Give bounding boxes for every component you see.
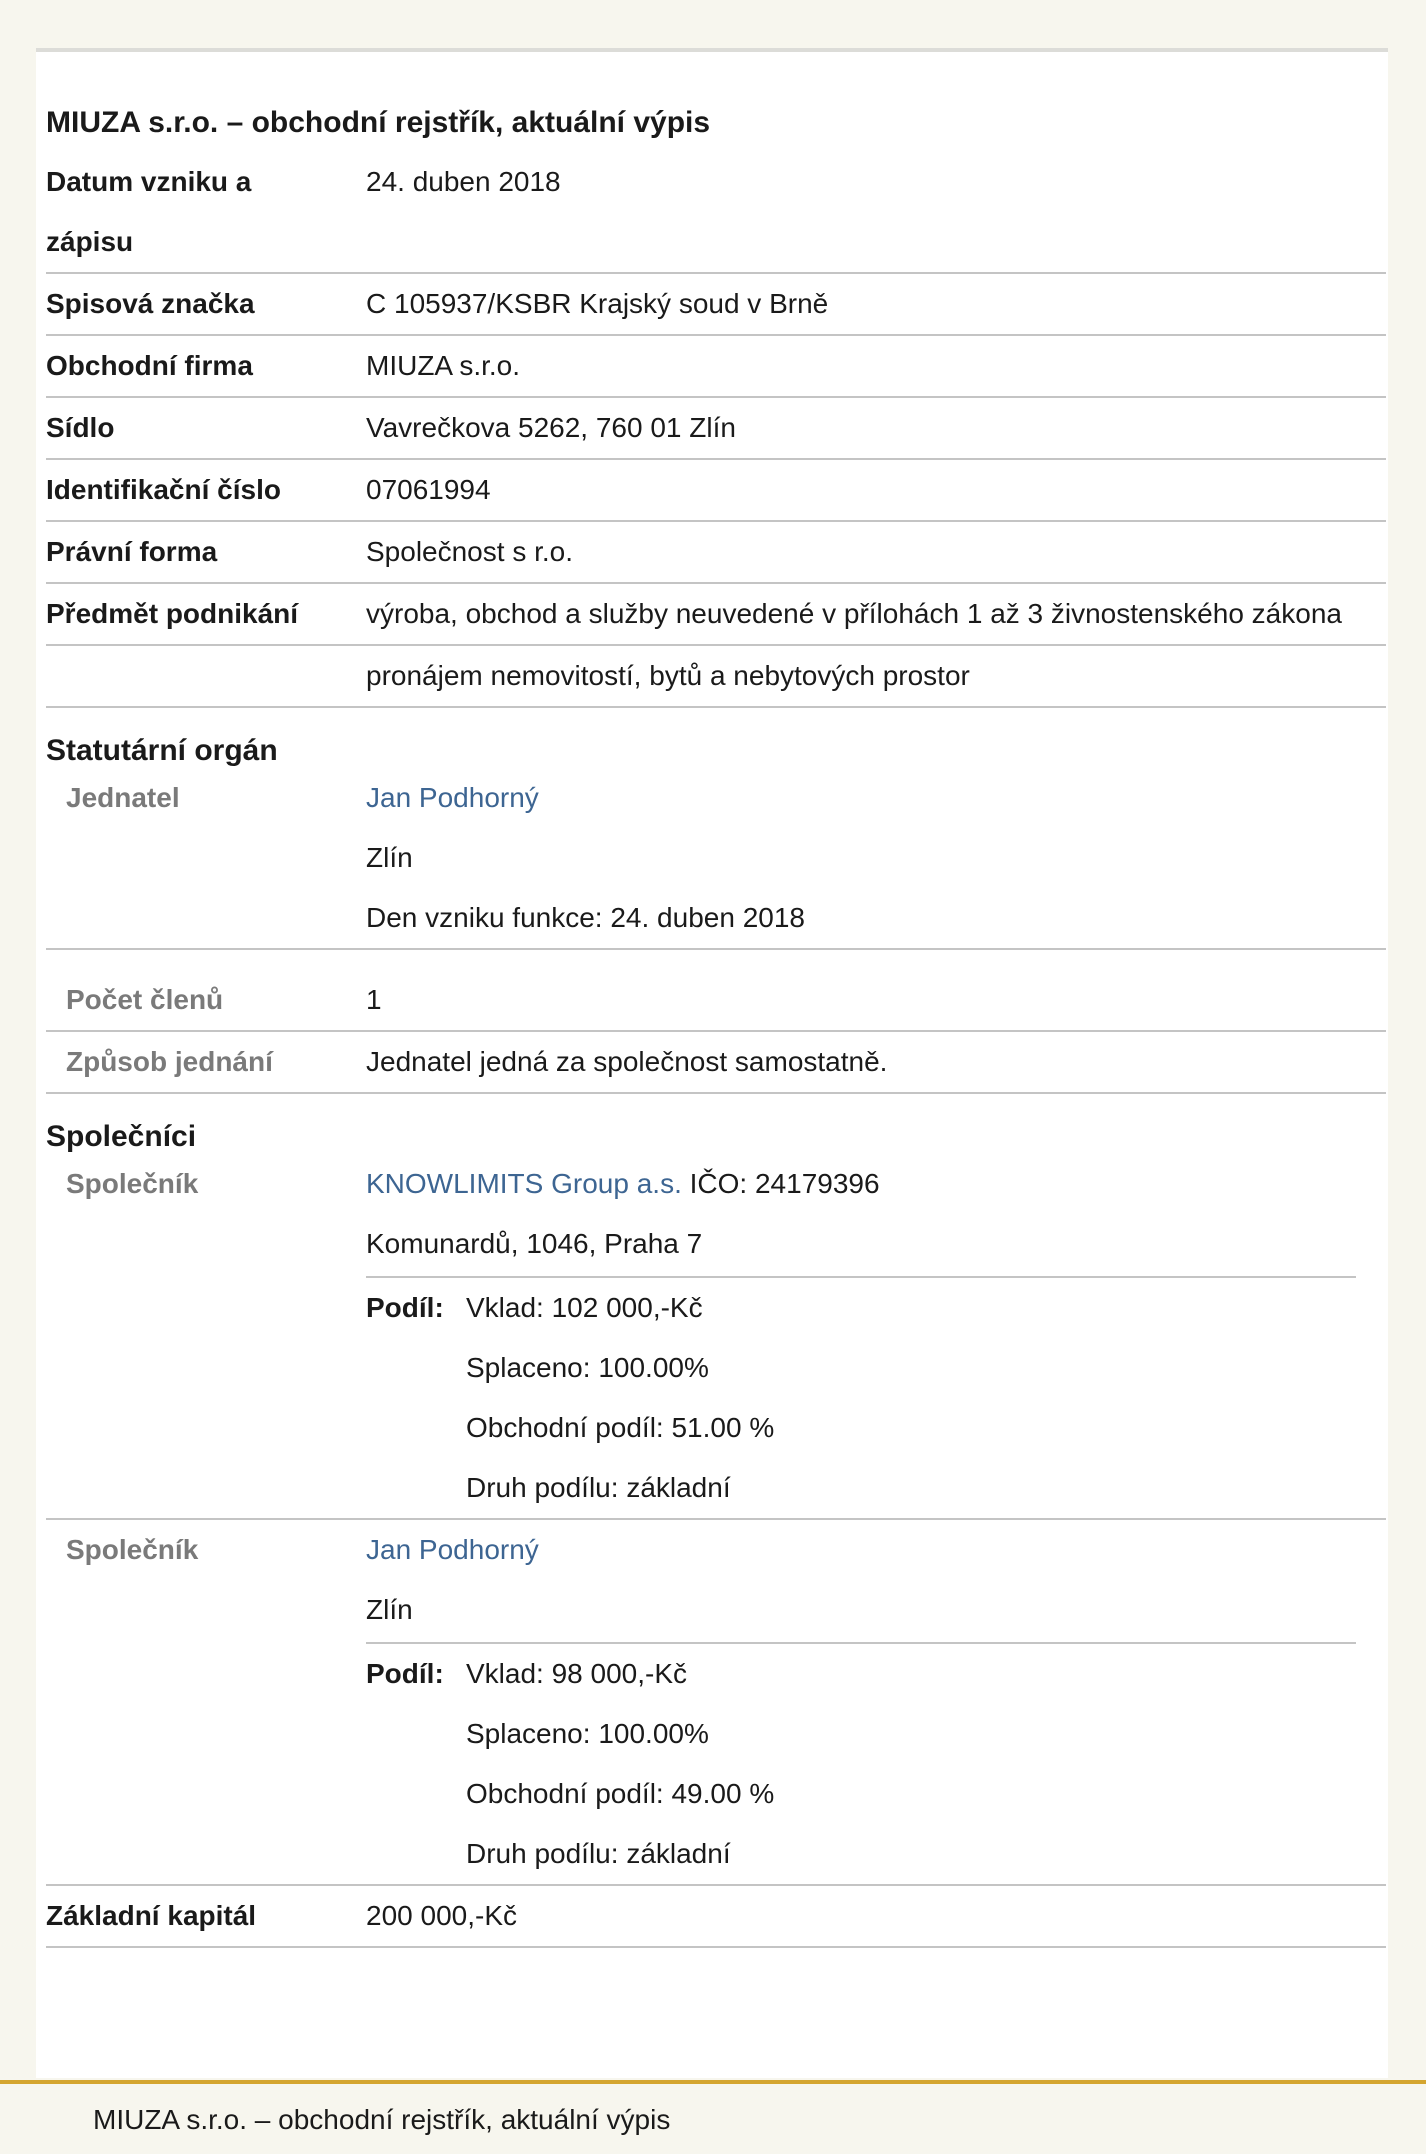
row-jednatel xyxy=(46,768,1386,950)
value-predmet-2: pronájem nemovitostí, bytů a nebytových prostor xyxy=(366,660,970,691)
row-datum-vzniku xyxy=(46,152,1386,274)
row-zpusob-jednani xyxy=(46,1032,1386,1094)
spolecnik-2-druh: Druh podílu: základní xyxy=(466,1838,731,1869)
label-zpusob-jednani: Způsob jednání xyxy=(66,1046,273,1077)
spolecnik-1-name-link[interactable]: KNOWLIMITS Group a.s. xyxy=(366,1168,682,1199)
value-pocet-clenu: 1 xyxy=(366,984,382,1015)
row-obchodni-firma xyxy=(46,336,1386,398)
jednatel-city: Zlín xyxy=(366,842,413,873)
value-zakladni-kapital: 200 000,-Kč xyxy=(366,1900,517,1931)
jednatel-since: Den vzniku funkce: 24. duben 2018 xyxy=(366,902,805,933)
row-predmet-1 xyxy=(46,584,1386,646)
section-statutarni-organ: Statutární orgán xyxy=(46,734,278,767)
spolecnik-1-address: Komunardů, 1046, Praha 7 xyxy=(366,1228,703,1259)
spolecnik-1-ico: IČO: 24179396 xyxy=(681,1168,880,1199)
label-pocet-clenu: Počet členů xyxy=(66,984,224,1015)
row-sidlo xyxy=(46,398,1386,460)
label-pravni-forma: Právní forma xyxy=(46,536,218,567)
value-spolecnik-1 xyxy=(366,1154,1386,1518)
row-zakladni-kapital xyxy=(46,1886,1386,1948)
value-predmet-1: výroba, obchod a služby neuvedené v přílohách 1 až 3 živnostenského zákona xyxy=(366,598,1342,629)
label-spolecnik-2: Společník xyxy=(66,1534,199,1565)
jednatel-name-link[interactable]: Jan Podhorný xyxy=(366,782,539,813)
label-spisova-znacka: Spisová značka xyxy=(46,288,255,319)
label-datum-vzniku: Datum vzniku a zápisu xyxy=(46,166,252,257)
value-zpusob-jednani: Jednatel jedná za společnost samostatně. xyxy=(366,1046,888,1077)
label-obchodni-firma: Obchodní firma xyxy=(46,350,253,381)
footer xyxy=(0,2080,1426,2154)
label-jednatel: Jednatel xyxy=(66,782,180,813)
row-spolecnik-2 xyxy=(46,1520,1386,1886)
spolecnik-2-splaceno: Splaceno: 100.00% xyxy=(466,1718,709,1749)
section-spolecnici: Společníci xyxy=(46,1120,197,1153)
spolecnik-1-vklad: Vklad: 102 000,-Kč xyxy=(466,1292,703,1323)
label-spolecnik-1: Společník xyxy=(66,1168,199,1199)
value-spolecnik-2 xyxy=(366,1520,1386,1884)
label-predmet-empty xyxy=(46,646,366,706)
spolecnik-1-podil-label: Podíl: xyxy=(366,1292,444,1323)
label-zakladni-kapital: Základní kapitál xyxy=(46,1900,257,1931)
value-datum-vzniku: 24. duben 2018 xyxy=(366,166,561,197)
value-spisova-znacka: C 105937/KSBR Krajský soud v Brně xyxy=(366,288,829,319)
row-spolecnik-1 xyxy=(46,1154,1386,1520)
label-identifikacni-cislo: Identifikační číslo xyxy=(46,474,281,505)
spolecnik-2-share xyxy=(366,1644,1386,1884)
row-pravni-forma xyxy=(46,522,1386,584)
footer-text: MIUZA s.r.o. – obchodní rejstřík, aktuální výpis xyxy=(93,2104,671,2135)
value-sidlo: Vavrečkova 5262, 760 01 Zlín xyxy=(366,412,736,443)
label-predmet-podnikani: Předmět podnikání xyxy=(46,598,299,629)
registry-card xyxy=(36,48,1388,2078)
spolecnik-2-obchodni-podil: Obchodní podíl: 49.00 % xyxy=(466,1778,775,1809)
value-obchodni-firma: MIUZA s.r.o. xyxy=(366,350,521,381)
value-pravni-forma: Společnost s r.o. xyxy=(366,536,574,567)
spolecnik-1-share xyxy=(366,1278,1386,1518)
row-pocet-clenu xyxy=(46,950,1386,1032)
row-spisova-znacka xyxy=(46,274,1386,336)
row-identifikacni-cislo xyxy=(46,460,1386,522)
value-identifikacni-cislo: 07061994 xyxy=(366,474,491,505)
spolecnik-1-druh: Druh podílu: základní xyxy=(466,1472,731,1503)
spolecnik-2-name-link[interactable]: Jan Podhorný xyxy=(366,1534,539,1565)
spolecnik-2-vklad: Vklad: 98 000,-Kč xyxy=(466,1658,688,1689)
label-sidlo: Sídlo xyxy=(46,412,115,443)
spolecnik-1-obchodni-podil: Obchodní podíl: 51.00 % xyxy=(466,1412,775,1443)
spolecnik-1-splaceno: Splaceno: 100.00% xyxy=(466,1352,709,1383)
spolecnik-2-podil-label: Podíl: xyxy=(366,1658,444,1689)
row-predmet-2 xyxy=(46,646,1386,708)
registry-content xyxy=(46,96,1386,1948)
spolecnik-2-address: Zlín xyxy=(366,1594,413,1625)
value-jednatel xyxy=(366,768,1386,948)
page-title: MIUZA s.r.o. – obchodní rejstřík, aktuální výpis xyxy=(46,106,711,139)
